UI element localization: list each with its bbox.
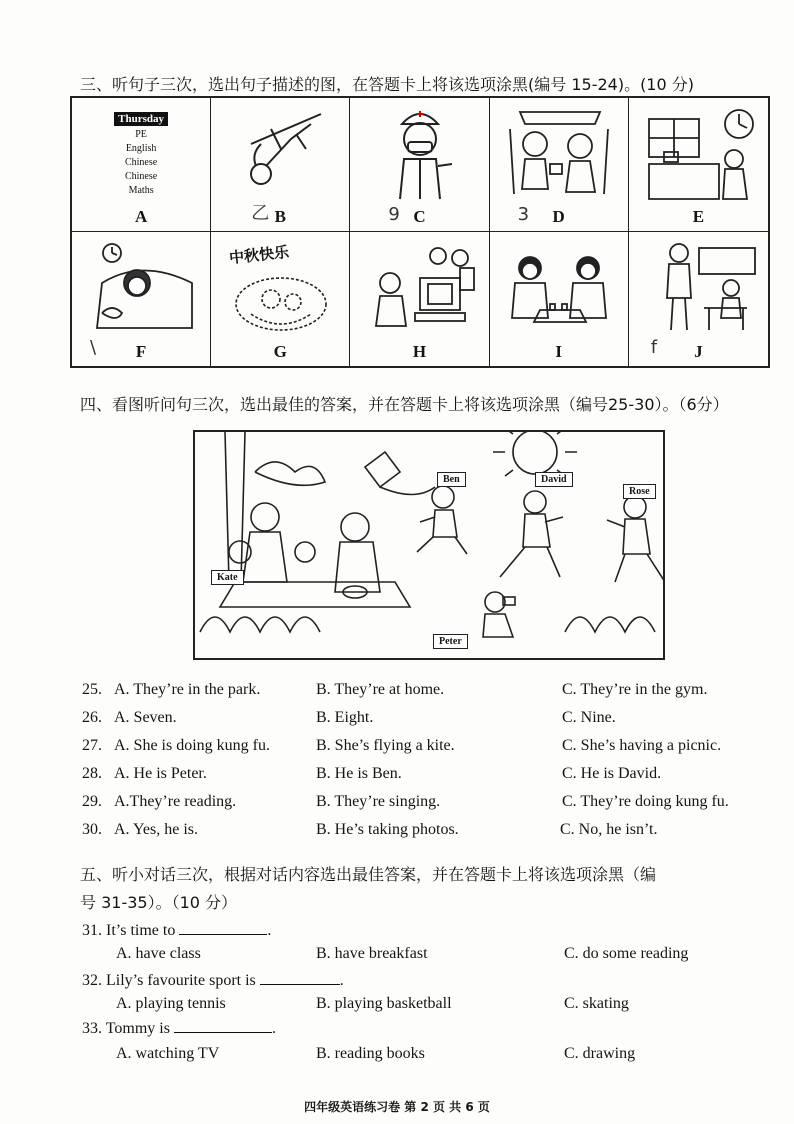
handwritten-mark: 乙 <box>251 203 270 224</box>
stem-text: 31. It’s time to <box>82 922 176 939</box>
picture-cell-j <box>629 232 768 366</box>
option-c: C. He is David. <box>562 765 662 782</box>
name-tag-ben: Ben <box>437 472 466 487</box>
answer-blank <box>179 920 267 935</box>
answer-blank <box>174 1018 272 1033</box>
option-label: B <box>274 207 286 226</box>
picture-cell-e <box>629 98 768 232</box>
option-b: B. reading books <box>316 1045 425 1062</box>
picture-cell-h <box>350 232 489 366</box>
option-a: A. have class <box>116 945 201 962</box>
picture-grid <box>70 96 770 368</box>
option-label: H <box>412 342 427 361</box>
picture-cell-f <box>72 232 211 366</box>
option-b: B. playing basketball <box>316 995 452 1012</box>
picture-cell-g <box>211 232 350 366</box>
chess-players-picture <box>500 238 620 338</box>
question-31-stem <box>82 920 271 941</box>
option-a: A.They’re reading. <box>114 793 237 810</box>
timetable-picture <box>72 112 210 198</box>
option-label: J <box>694 342 703 361</box>
timetable-subject: Chinese <box>124 157 158 168</box>
timetable-subject: Chinese <box>124 171 158 182</box>
option-label: I <box>555 342 562 361</box>
festival-children-picture <box>500 104 620 204</box>
option-b: B. They’re singing. <box>316 793 441 810</box>
handwritten-mark: 9 <box>388 204 400 225</box>
kitchen-clock-picture <box>639 104 759 204</box>
question-number: 26. <box>82 709 102 726</box>
option-a: A. watching TV <box>116 1045 220 1062</box>
option-label: D <box>552 207 565 226</box>
section3-heading: 三、听句子三次，选出句子描述的图，在答题卡上将该选项涂黑(编号 15-24)。(10 分) <box>80 75 694 94</box>
timetable-subject: English <box>125 143 157 154</box>
option-label: C <box>413 207 426 226</box>
picture-cell-i <box>490 232 629 366</box>
option-c: C. She’s having a picnic. <box>562 737 722 754</box>
answer-blank <box>260 970 340 985</box>
handwritten-mark: \ <box>90 337 97 358</box>
stem-end: . <box>271 1020 276 1037</box>
option-label: F <box>135 342 147 361</box>
option-a: A. playing tennis <box>116 995 226 1012</box>
option-c: C. do some reading <box>564 945 689 962</box>
option-c: C. They’re in the gym. <box>562 681 708 698</box>
stem-end: . <box>267 922 272 939</box>
section5-heading-line1: 五、听小对话三次，根据对话内容选出最佳答案，并在答题卡上将该选项涂黑（编 <box>80 865 657 884</box>
question-33-stem <box>82 1018 276 1039</box>
section5-heading-line2: 号 31-35）。（10 分） <box>80 893 238 912</box>
option-b: B. She’s flying a kite. <box>316 737 455 754</box>
name-tag-peter: Peter <box>433 634 468 649</box>
stem-text: 32. Lily’s favourite sport is <box>82 972 256 989</box>
mooncake-family-picture <box>221 254 341 354</box>
timetable-subject: PE <box>135 129 147 140</box>
park-scene-picture <box>193 430 665 660</box>
option-c: C. They’re doing kung fu. <box>562 793 729 810</box>
timetable-day: Thursday <box>114 112 168 126</box>
section4-heading: 四、看图听问句三次，选出最佳的答案，并在答题卡上将该选项涂黑（编号25-30）。（6分） <box>80 395 729 414</box>
picture-cell-d <box>490 98 629 232</box>
option-c: C. skating <box>564 995 629 1012</box>
option-label: G <box>273 342 287 361</box>
option-a: A. He is Peter. <box>114 765 207 782</box>
option-a: A. Yes, he is. <box>114 821 199 838</box>
timetable-subject: Maths <box>128 185 154 196</box>
option-b: B. He’s taking photos. <box>316 821 459 838</box>
picture-cell-c <box>350 98 489 232</box>
option-c: C. Nine. <box>562 709 616 726</box>
name-tag-kate: Kate <box>211 570 244 585</box>
option-label: E <box>692 207 705 226</box>
gymnast-picture <box>221 104 341 204</box>
option-a: A. They’re in the park. <box>114 681 261 698</box>
question-number: 25. <box>82 681 102 698</box>
question-number: 28. <box>82 765 102 782</box>
handwritten-mark: f <box>650 337 658 358</box>
nurse-picture <box>360 104 480 204</box>
page-footer: 四年级英语练习卷 第 2 页 共 6 页 <box>304 1100 490 1114</box>
option-b: B. have breakfast <box>316 945 428 962</box>
question-number: 30. <box>82 821 102 838</box>
question-number: 27. <box>82 737 102 754</box>
mid-autumn-banner: 中秋快乐 <box>228 242 291 268</box>
handwritten-mark: 3 <box>517 204 530 225</box>
stem-text: 33. Tommy is <box>82 1020 170 1037</box>
option-label: A <box>134 207 148 226</box>
option-b: B. Eight. <box>316 709 374 726</box>
option-b: B. They’re at home. <box>316 681 445 698</box>
computer-children-picture <box>360 238 480 338</box>
teacher-student-picture <box>639 238 759 338</box>
name-tag-rose: Rose <box>623 484 656 499</box>
option-a: A. She is doing kung fu. <box>114 737 270 754</box>
sick-child-bed-picture <box>82 238 202 338</box>
picture-cell-b <box>211 98 350 232</box>
option-a: A. Seven. <box>114 709 177 726</box>
name-tag-david: David <box>535 472 573 487</box>
picture-cell-a <box>72 98 211 232</box>
question-number: 29. <box>82 793 102 810</box>
park-scene-drawing <box>195 432 665 660</box>
option-c: C. drawing <box>564 1045 636 1062</box>
option-b: B. He is Ben. <box>316 765 402 782</box>
option-c: C. No, he isn’t. <box>560 821 658 838</box>
question-32-stem <box>82 970 344 991</box>
stem-end: . <box>339 972 344 989</box>
